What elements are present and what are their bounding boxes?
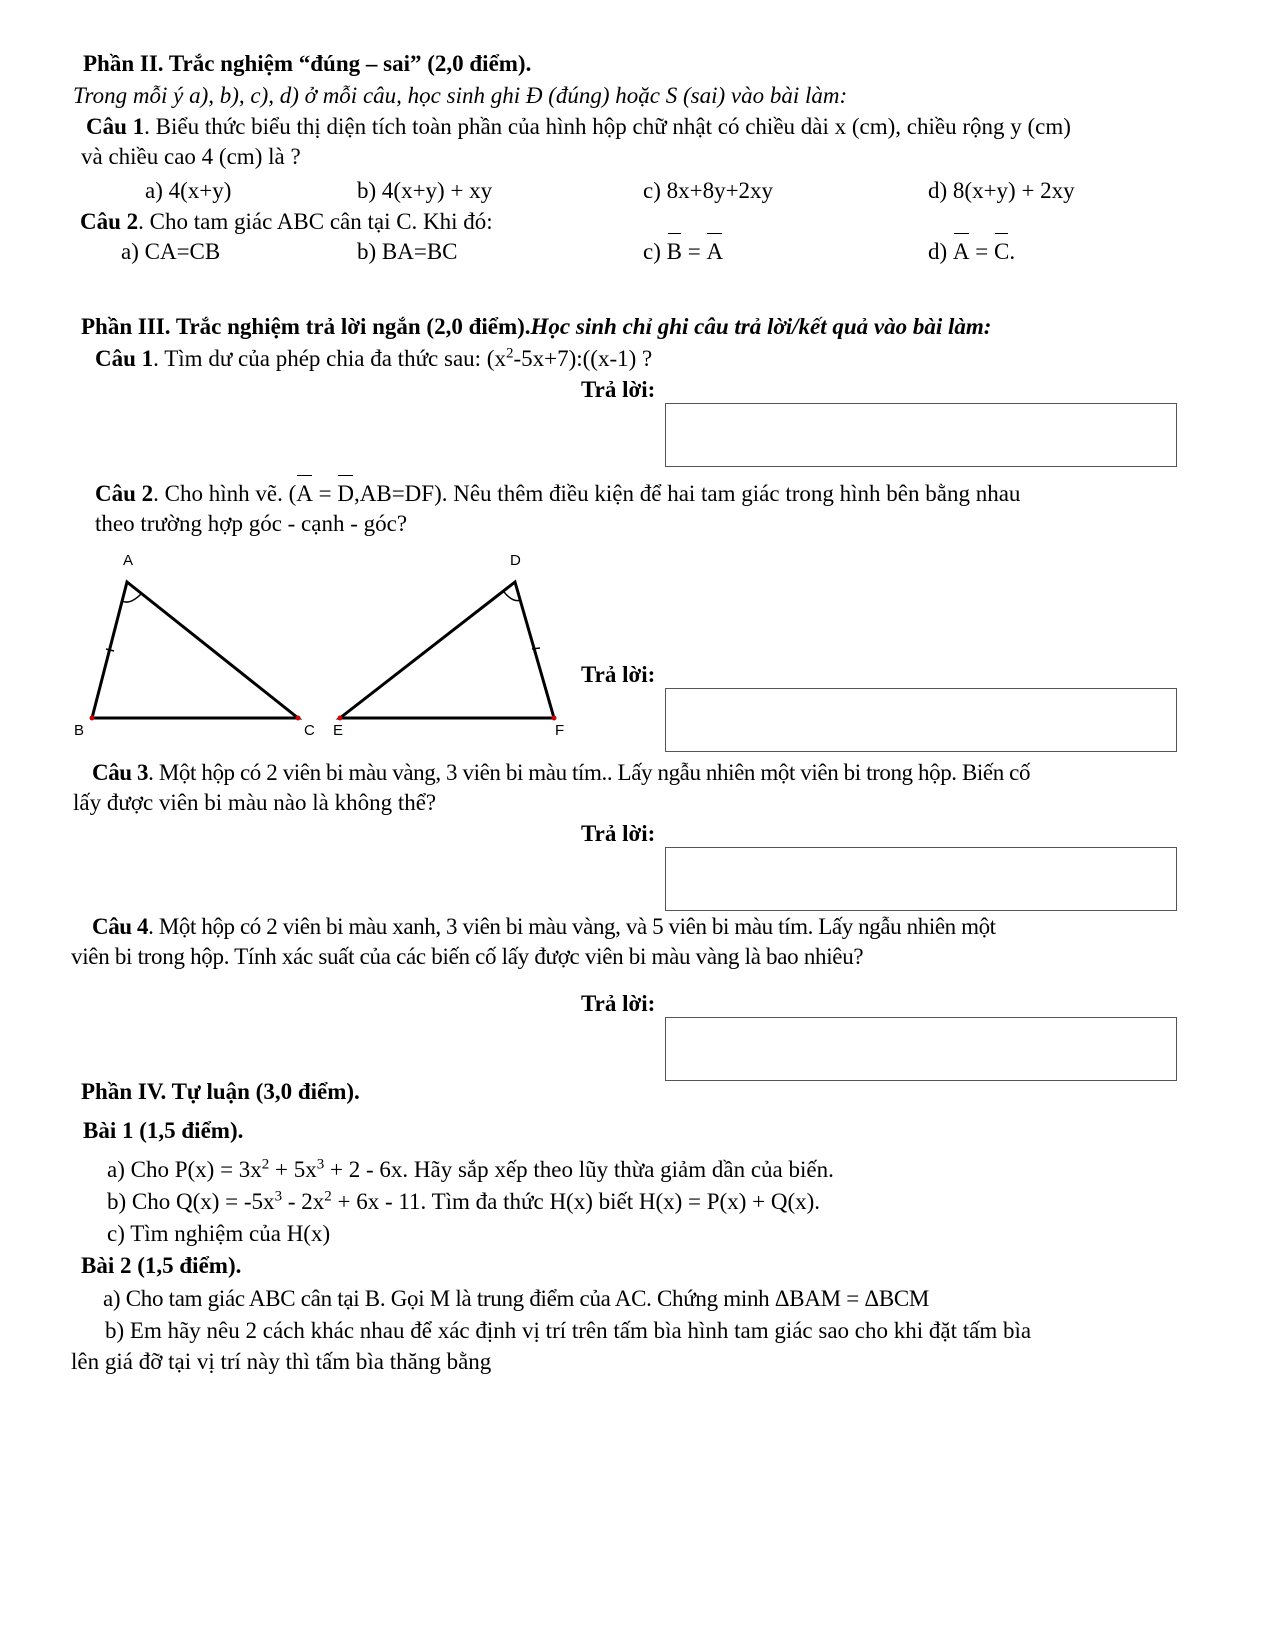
bai1-c: c) Tìm nghiệm của H(x) — [107, 1221, 331, 1246]
triangle-abc — [92, 582, 298, 718]
answer-box-1[interactable] — [665, 403, 1177, 467]
vertex-e — [338, 716, 343, 721]
option-c: c) 8x+8y+2xy — [643, 178, 774, 203]
label-e: E — [333, 722, 344, 739]
angle-a: A — [296, 481, 313, 506]
bai2-title: Bài 2 (1,5 điểm). — [81, 1253, 242, 1278]
bai2-b-cont: lên giá đỡ tại vị trí này thì tấm bìa thăng bằng — [71, 1349, 492, 1374]
q-label: Câu 2 — [80, 209, 139, 234]
q-label: Câu 1 — [86, 114, 145, 139]
answer-box-3[interactable] — [665, 847, 1177, 911]
q-label: Câu 3 — [92, 760, 149, 785]
q-label: Câu 1 — [95, 346, 154, 371]
q-label: Câu 2 — [95, 481, 154, 506]
angle-a: A — [706, 239, 724, 264]
vertex-f — [552, 716, 557, 721]
option-c: c) B = A — [643, 239, 724, 264]
part3-q3: Câu 3. Một hộp có 2 viên bi màu vàng, 3 viên bi màu tím.. Lấy ngẫu nhiên một viên bi trong hộp. Biến cố — [92, 760, 1031, 785]
bai1-b: b) Cho $Q(x) = -5x^3 - 2x^2 + 6x - 11$. Tìm đa thức H(x) biết H(x) = P(x) + Q(x). — [107, 1188, 821, 1214]
answer-label: Trả lời: — [581, 662, 656, 687]
q-label: Câu 4 — [92, 914, 149, 939]
label-b: B — [74, 722, 85, 739]
triangle-def — [340, 582, 554, 718]
bai2-a: a) Cho tam giác ABC cân tại B. Gọi M là trung điểm của AC. Chứng minh ΔBAM = ΔBCM — [103, 1286, 930, 1311]
tick-df — [532, 648, 540, 649]
label-a: A — [123, 552, 134, 569]
q-text: . Cho tam giác ABC cân tại C. Khi đó: — [138, 209, 493, 234]
bai1-a: a) Cho $P(x) = 3x^2 + 5x^3 + 2 - 6x$. Hãy sắp xếp theo lũy thừa giảm dần của biến. — [107, 1156, 834, 1182]
part2-title: Phần II. Trắc nghiệm “đúng – sai” (2,0 điểm). — [83, 51, 532, 76]
angle-b: B — [666, 239, 682, 264]
bai1-title: Bài 1 (1,5 điểm). — [83, 1118, 244, 1143]
angle-d: D — [337, 481, 354, 506]
angle-c: C — [994, 239, 1010, 264]
part3-q1: Câu 1. Tìm dư của phép chia đa thức sau: $(x^2-5x+7):((x-1)$ ? — [95, 345, 653, 371]
q-text: . Biểu thức biểu thị diện tích toàn phần của hình hộp chữ nhật có chiều dài x (cm), chiều rộng y (cm) — [144, 114, 1071, 139]
tick-ab — [106, 649, 114, 651]
part3-q4-cont: viên bi trong hộp. Tính xác suất của các biến cố lấy được viên bi màu vàng là bao nhiêu? — [71, 944, 864, 969]
vertex-b — [90, 716, 95, 721]
option-b: b) BA=BC — [357, 239, 458, 264]
part3-q3-cont: lấy được viên bi màu nào là không thể? — [73, 790, 437, 815]
part2-q2 — [80, 208, 493, 236]
option-b: b) 4(x+y) + xy — [357, 178, 493, 203]
option-a: a) 4(x+y) — [145, 178, 232, 203]
vertex-c — [296, 716, 301, 721]
label-c: C — [304, 722, 315, 739]
answer-box-2[interactable] — [665, 688, 1177, 752]
answer-label: Trả lời: — [581, 821, 656, 846]
option-d: d) A = C. — [928, 239, 1016, 264]
answer-box-4[interactable] — [665, 1017, 1177, 1081]
angle-a: A — [952, 239, 970, 264]
part3-q4: Câu 4. Một hộp có 2 viên bi màu xanh, 3 viên bi màu vàng, và 5 viên bi màu tím. Lấy ngẫu nhiên một — [92, 914, 996, 939]
part3-title: Phần III. Trắc nghiệm trả lời ngắn (2,0 điểm).Học sinh chỉ ghi câu trả lời/kết quả vào bài làm: — [81, 314, 992, 339]
option-a: a) CA=CB — [121, 239, 221, 264]
part2-instruction: Trong mỗi ý a), b), c), d) ở mỗi câu, học sinh ghi Đ (đúng) hoặc S (sai) vào bài làm: — [73, 83, 848, 108]
part3-q2-cont: theo trường hợp góc - cạnh - góc? — [95, 511, 408, 536]
triangles-figure — [70, 545, 590, 745]
option-d: d) 8(x+y) + 2xy — [928, 178, 1075, 203]
label-f: F — [555, 722, 565, 739]
part2-q1-cont: và chiều cao 4 (cm) là ? — [81, 144, 301, 169]
part4-title: Phần IV. Tự luận (3,0 điểm). — [81, 1079, 360, 1104]
part2-q1 — [86, 113, 1071, 141]
answer-label: Trả lời: — [581, 991, 656, 1016]
part3-q2: Câu 2. Cho hình vẽ. (A = D,AB=DF). Nêu thêm điều kiện để hai tam giác trong hình bên bằng nhau — [95, 481, 1021, 506]
label-d: D — [510, 552, 521, 569]
answer-label: Trả lời: — [581, 377, 656, 402]
bai2-b: b) Em hãy nêu 2 cách khác nhau để xác định vị trí trên tấm bìa hình tam giác sao cho khi đặt tấm bìa — [105, 1318, 1032, 1343]
